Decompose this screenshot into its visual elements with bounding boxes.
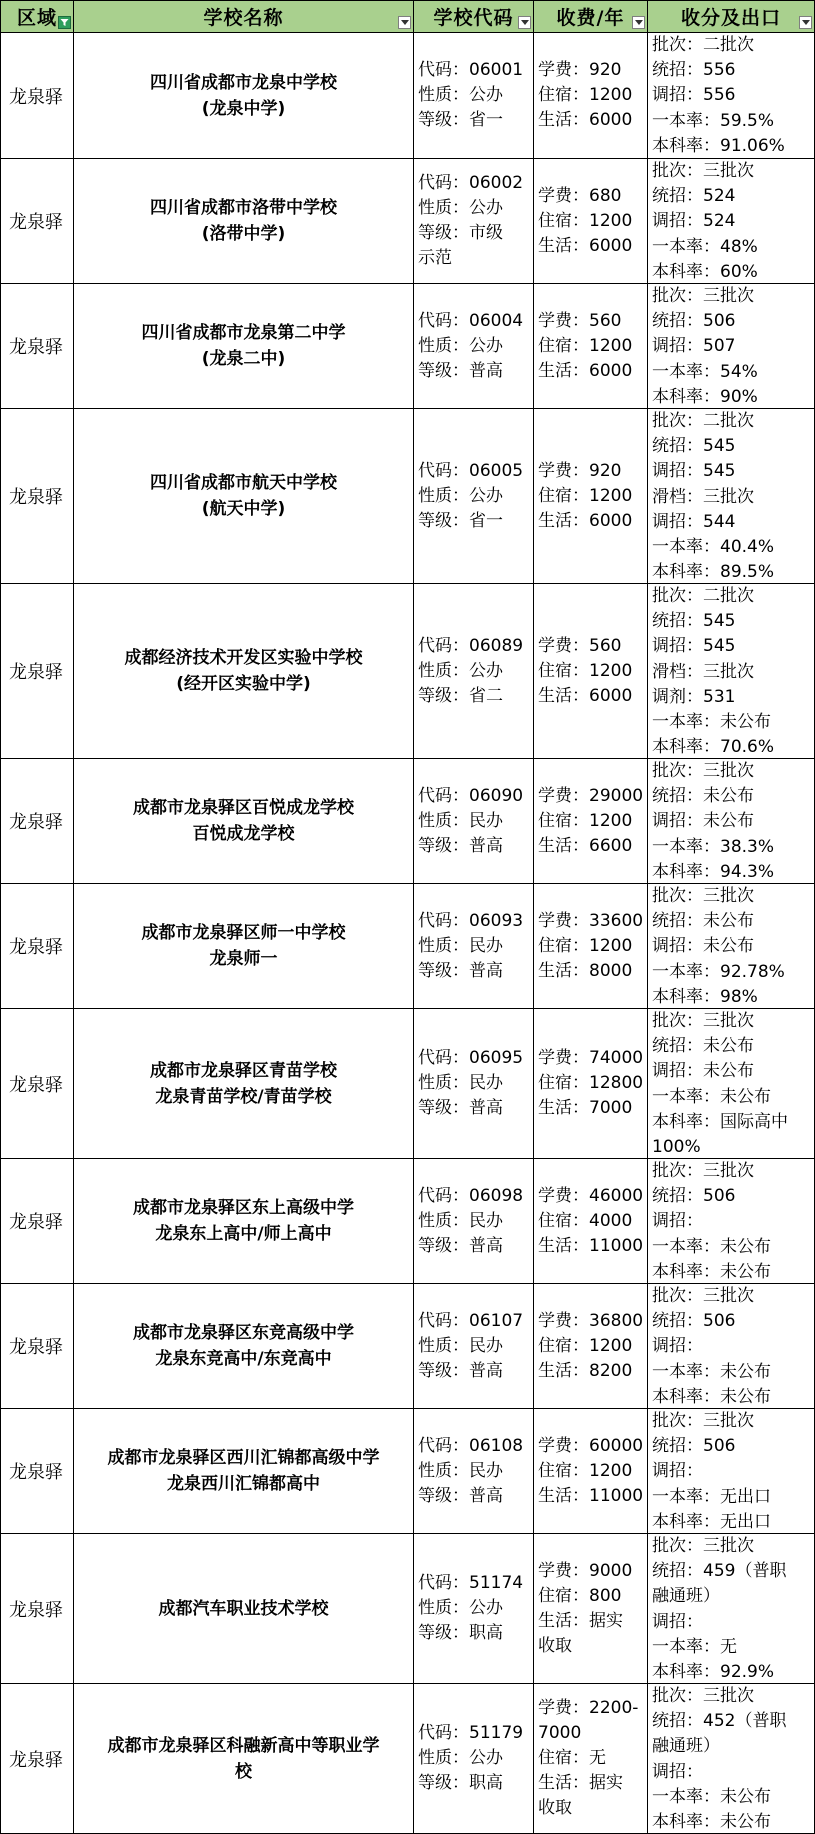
area-text: 龙泉驿 — [9, 1074, 63, 1096]
area-cell[interactable] — [0, 1684, 74, 1834]
code-line: 示范 — [418, 248, 452, 268]
fee-line: 住宿：1200 — [538, 1460, 633, 1481]
school-name-cell[interactable] — [74, 884, 414, 1009]
fee-line: 生活：6600 — [538, 835, 633, 856]
area-cell[interactable] — [0, 409, 74, 584]
table-row — [0, 1409, 815, 1534]
code-line: 性质：公办 — [418, 1748, 503, 1768]
outlet-line: 批次：三批次 — [652, 1161, 754, 1181]
table-row — [0, 284, 815, 409]
fee-cell[interactable] — [534, 1159, 648, 1284]
code-line: 代码：06089 — [418, 635, 524, 656]
code-line: 代码：06098 — [418, 1185, 524, 1206]
outlet-line: 一本率：未公布 — [652, 712, 771, 733]
school-code-cell[interactable] — [414, 759, 534, 884]
outlet-line: 本科率：91.06% — [652, 135, 785, 156]
fee-line: 生活：8200 — [538, 1360, 633, 1381]
school-name-line: 四川省成都市龙泉中学校 — [150, 72, 337, 93]
outlet-line: 一本率：未公布 — [652, 1086, 771, 1107]
outlet-line: 一本率：40.4% — [652, 537, 775, 558]
score-outlet-cell[interactable] — [648, 1409, 815, 1534]
table-row — [0, 1159, 815, 1284]
area-text: 龙泉驿 — [9, 1749, 63, 1771]
outlet-line: 统招：未公布 — [652, 786, 754, 807]
school-code-cell[interactable] — [414, 33, 534, 159]
score-outlet-cell[interactable] — [648, 409, 815, 584]
area-cell[interactable] — [0, 1409, 74, 1534]
outlet-line: 统招：506 — [652, 1186, 736, 1207]
school-name-cell[interactable] — [74, 1684, 414, 1834]
outlet-line: 本科率：未公布 — [652, 1386, 771, 1407]
outlet-line: 统招：未公布 — [652, 1036, 754, 1057]
school-code-cell[interactable] — [414, 1284, 534, 1409]
outlet-line: 本科率：90% — [652, 386, 758, 407]
school-name-line: 龙泉东竞高中/东竞高中 — [155, 1349, 332, 1369]
score-outlet-cell[interactable] — [648, 584, 815, 759]
area-text: 龙泉驿 — [9, 662, 63, 683]
outlet-line: 一本率：59.5% — [652, 110, 775, 131]
outlet-line: 批次：二批次 — [652, 586, 754, 606]
fee-line: 生活：11000 — [538, 1485, 644, 1506]
code-line: 等级：普高 — [418, 1235, 503, 1256]
table-row — [0, 759, 815, 884]
code-line: 代码：06001 — [418, 60, 524, 80]
code-line: 性质：民办 — [418, 1460, 503, 1481]
school-code-cell[interactable] — [414, 1009, 534, 1159]
area-text: 龙泉驿 — [9, 337, 63, 358]
fee-cell[interactable] — [534, 284, 648, 409]
school-name-line: 龙泉西川汇锦都高中 — [167, 1474, 320, 1494]
fee-cell[interactable] — [534, 1284, 648, 1409]
school-name-line: 龙泉东上高中/师上高中 — [155, 1224, 332, 1244]
fee-line: 生活：11000 — [538, 1235, 644, 1256]
outlet-line: 批次：三批次 — [652, 1286, 754, 1306]
outlet-line: 调招： — [652, 1336, 703, 1357]
header-out-label: 收分及出口 — [680, 7, 781, 29]
fee-cell[interactable] — [534, 159, 648, 284]
area-text: 龙泉驿 — [9, 212, 63, 233]
fee-line: 学费：29000 — [538, 785, 644, 806]
outlet-line: 统招：452（普职 — [652, 1711, 787, 1732]
score-outlet-cell[interactable] — [648, 759, 815, 884]
area-text: 龙泉驿 — [9, 812, 63, 833]
outlet-line: 融通班） — [652, 1736, 720, 1757]
score-outlet-cell[interactable] — [648, 1009, 815, 1159]
school-name-cell[interactable] — [74, 1009, 414, 1159]
outlet-line: 批次：三批次 — [652, 286, 754, 306]
fee-line: 住宿：800 — [538, 1585, 622, 1606]
school-name-cell[interactable] — [74, 284, 414, 409]
school-name-line: 成都市龙泉驿区科融新高中等职业学 — [107, 1735, 380, 1756]
outlet-line: 统招：545 — [652, 611, 736, 632]
school-name-cell[interactable] — [74, 33, 414, 159]
outlet-line: 一本率：92.78% — [652, 961, 785, 982]
fee-line: 生活：7000 — [538, 1098, 633, 1118]
school-name-line: 四川省成都市龙泉第二中学 — [141, 323, 346, 343]
code-line: 代码：06004 — [418, 310, 524, 331]
outlet-line: 一本率：48% — [652, 236, 758, 257]
outlet-line: 统招：459（普职 — [652, 1561, 787, 1582]
header-area[interactable] — [0, 0, 74, 33]
outlet-line: 统招：524 — [652, 186, 736, 207]
school-name-line: 成都市龙泉驿区百悦成龙学校 — [133, 798, 354, 818]
fee-line: 学费：560 — [538, 310, 622, 331]
school-name-line: 龙泉青苗学校/青苗学校 — [155, 1086, 332, 1107]
area-text: 龙泉驿 — [9, 1599, 63, 1621]
outlet-line: 批次：三批次 — [652, 1011, 754, 1031]
code-line: 代码：06095 — [418, 1048, 524, 1068]
score-outlet-cell[interactable] — [648, 1159, 815, 1284]
outlet-line: 一本率：无出口 — [652, 1486, 771, 1507]
outlet-line: 批次：二批次 — [652, 411, 754, 431]
code-line: 等级：普高 — [418, 960, 503, 981]
score-outlet-cell[interactable] — [648, 1534, 815, 1684]
outlet-line: 调招：544 — [652, 511, 736, 532]
outlet-line: 统招：506 — [652, 1311, 736, 1332]
outlet-line: 统招：506 — [652, 1436, 736, 1457]
fee-line: 住宿：无 — [538, 1748, 606, 1768]
fee-line: 住宿：1200 — [538, 660, 633, 681]
outlet-line: 本科率：89.5% — [652, 562, 775, 583]
fee-line: 学费：2200- — [538, 1698, 639, 1718]
code-line: 等级：普高 — [418, 1098, 503, 1118]
header-fee-label: 收费/年 — [556, 7, 625, 29]
filter-dropdown-icon[interactable] — [518, 16, 531, 29]
outlet-line: 一本率：未公布 — [652, 1236, 771, 1257]
code-line: 代码：06090 — [418, 785, 524, 806]
code-line: 代码：06108 — [418, 1435, 524, 1456]
fee-line: 学费：60000 — [538, 1435, 644, 1456]
fee-line: 住宿：1200 — [538, 935, 633, 956]
area-cell[interactable] — [0, 1534, 74, 1684]
table-row — [0, 1284, 815, 1409]
outlet-line: 调招： — [652, 1461, 703, 1482]
code-line: 性质：公办 — [418, 1598, 503, 1618]
school-name-line: 四川省成都市洛带中学校 — [150, 198, 337, 218]
header-name[interactable] — [74, 0, 414, 33]
school-code-cell[interactable] — [414, 584, 534, 759]
school-name-line: 成都汽车职业技术学校 — [158, 1598, 329, 1619]
code-line: 代码：06107 — [418, 1310, 524, 1331]
area-cell[interactable] — [0, 759, 74, 884]
fee-line: 生活：6000 — [538, 110, 633, 130]
outlet-line: 本科率：未公布 — [652, 1261, 771, 1282]
fee-cell[interactable] — [534, 1009, 648, 1159]
outlet-line: 调招：545 — [652, 636, 736, 657]
school-name-line: 成都市龙泉驿区东上高级中学 — [133, 1198, 354, 1218]
outlet-line: 一本率：54% — [652, 361, 758, 382]
fee-line: 学费：36800 — [538, 1310, 644, 1331]
fee-line: 住宿：1200 — [538, 810, 633, 831]
fee-line: 生活：6000 — [538, 360, 633, 381]
fee-line: 学费：920 — [538, 60, 622, 80]
table-row — [0, 1684, 815, 1834]
outlet-line: 调招：未公布 — [652, 936, 754, 957]
fee-line: 生活：6000 — [538, 510, 633, 531]
code-line: 代码：06002 — [418, 173, 524, 193]
score-outlet-cell[interactable] — [648, 1284, 815, 1409]
school-name-cell[interactable] — [74, 759, 414, 884]
header-name-label: 学校名称 — [203, 7, 284, 29]
outlet-line: 调招：556 — [652, 85, 736, 106]
outlet-line: 调招：未公布 — [652, 811, 754, 832]
outlet-line: 调招：524 — [652, 211, 736, 232]
school-code-cell[interactable] — [414, 1159, 534, 1284]
code-line: 代码：06093 — [418, 910, 524, 931]
score-outlet-cell[interactable] — [648, 33, 815, 159]
school-name-line: 成都经济技术开发区实验中学校 — [124, 648, 363, 668]
fee-line: 学费：920 — [538, 460, 622, 481]
outlet-line: 调招： — [652, 1211, 703, 1232]
school-name-line: (航天中学) — [201, 499, 286, 519]
school-code-cell[interactable] — [414, 409, 534, 584]
code-line: 等级：省二 — [418, 685, 503, 706]
area-cell[interactable] — [0, 1159, 74, 1284]
code-line: 性质：民办 — [418, 810, 503, 831]
fee-line: 生活：据实 — [538, 1610, 623, 1631]
outlet-line: 批次：三批次 — [652, 1411, 754, 1431]
area-text: 龙泉驿 — [9, 937, 63, 958]
header-code[interactable] — [414, 0, 534, 33]
area-cell[interactable] — [0, 884, 74, 1009]
outlet-line: 统招：未公布 — [652, 911, 754, 932]
table-row — [0, 884, 815, 1009]
school-code-cell[interactable] — [414, 284, 534, 409]
fee-line: 7000 — [538, 1723, 582, 1743]
fee-line: 住宿：1200 — [538, 1335, 633, 1356]
outlet-line: 融通班） — [652, 1586, 720, 1607]
school-name-line: 校 — [235, 1761, 252, 1782]
outlet-line: 调招：507 — [652, 336, 736, 357]
code-line: 等级：市级 — [418, 223, 503, 243]
area-text: 龙泉驿 — [9, 487, 63, 508]
outlet-line: 本科率：98% — [652, 986, 758, 1007]
header-code-label: 学校代码 — [433, 7, 514, 29]
code-line: 性质：公办 — [418, 335, 503, 356]
area-text: 龙泉驿 — [9, 1462, 63, 1483]
code-line: 等级：省一 — [418, 510, 503, 531]
fee-cell[interactable] — [534, 1409, 648, 1534]
school-name-line: (经开区实验中学) — [176, 674, 311, 694]
school-name-cell[interactable] — [74, 1159, 414, 1284]
outlet-line: 批次：三批次 — [652, 161, 754, 181]
fee-cell[interactable] — [534, 759, 648, 884]
fee-line: 学费：680 — [538, 185, 622, 206]
header-out[interactable] — [648, 0, 815, 33]
header-row — [0, 0, 815, 33]
code-line: 性质：公办 — [418, 660, 503, 681]
outlet-line: 滑档：三批次 — [652, 661, 754, 682]
school-name-cell[interactable] — [74, 159, 414, 284]
filter-dropdown-icon[interactable] — [632, 16, 645, 29]
code-line: 等级：普高 — [418, 1360, 503, 1381]
school-name-line: 成都市龙泉驿区青苗学校 — [150, 1060, 337, 1081]
code-line: 代码：51179 — [418, 1723, 524, 1743]
fee-line: 生活：6000 — [538, 235, 633, 256]
fee-line: 学费：46000 — [538, 1185, 644, 1206]
outlet-line: 本科率：92.9% — [652, 1662, 775, 1683]
outlet-line: 滑档：三批次 — [652, 486, 754, 507]
area-cell[interactable] — [0, 159, 74, 284]
code-line: 性质：民办 — [418, 1210, 503, 1231]
code-line: 等级：普高 — [418, 1485, 503, 1506]
filter-dropdown-icon[interactable] — [398, 16, 411, 29]
outlet-line: 本科率：国际高中 — [652, 1111, 788, 1132]
code-line: 代码：06005 — [418, 460, 524, 481]
school-name-cell[interactable] — [74, 409, 414, 584]
score-outlet-cell[interactable] — [648, 884, 815, 1009]
area-cell[interactable] — [0, 33, 74, 159]
area-cell[interactable] — [0, 584, 74, 759]
code-line: 性质：民办 — [418, 1073, 503, 1093]
header-fee[interactable] — [534, 0, 648, 33]
fee-line: 住宿：1200 — [538, 85, 633, 105]
school-name-line: 四川省成都市航天中学校 — [150, 473, 337, 493]
school-name-cell[interactable] — [74, 1284, 414, 1409]
fee-cell[interactable] — [534, 409, 648, 584]
fee-cell[interactable] — [534, 33, 648, 159]
fee-line: 住宿：4000 — [538, 1210, 633, 1231]
outlet-line: 批次：三批次 — [652, 1536, 754, 1556]
fee-line: 学费：74000 — [538, 1048, 644, 1068]
outlet-line: 本科率：未公布 — [652, 1812, 771, 1833]
filter-active-icon[interactable] — [58, 16, 71, 29]
fee-line: 住宿：1200 — [538, 335, 633, 356]
fee-cell[interactable] — [534, 584, 648, 759]
table-row — [0, 409, 815, 584]
outlet-line: 调招： — [652, 1761, 703, 1782]
code-line: 性质：公办 — [418, 85, 503, 105]
school-name-line: 成都市龙泉驿区东竞高级中学 — [133, 1323, 354, 1343]
outlet-line: 批次：三批次 — [652, 1686, 754, 1706]
fee-line: 生活：8000 — [538, 960, 633, 981]
outlet-line: 批次：三批次 — [652, 761, 754, 781]
outlet-line: 统招：556 — [652, 60, 736, 81]
outlet-line: 一本率：无 — [652, 1636, 737, 1657]
outlet-line: 批次：二批次 — [652, 35, 754, 55]
outlet-line: 一本率：未公布 — [652, 1786, 771, 1807]
outlet-line: 一本率：未公布 — [652, 1361, 771, 1382]
outlet-line: 批次：三批次 — [652, 886, 754, 906]
outlet-line: 本科率：94.3% — [652, 861, 775, 882]
outlet-line: 调剂：531 — [652, 686, 736, 707]
filter-dropdown-icon[interactable] — [799, 16, 812, 29]
school-code-cell[interactable] — [414, 1534, 534, 1684]
school-code-cell[interactable] — [414, 159, 534, 284]
outlet-line: 调招： — [652, 1611, 703, 1632]
fee-cell[interactable] — [534, 884, 648, 1009]
fee-line: 生活：6000 — [538, 685, 633, 706]
school-name-line: 百悦成龙学校 — [192, 824, 295, 844]
area-cell[interactable] — [0, 1284, 74, 1409]
table-row — [0, 159, 815, 284]
table-row — [0, 33, 815, 159]
area-text: 龙泉驿 — [9, 1212, 63, 1233]
fee-line: 收取 — [538, 1635, 572, 1656]
school-name-line: (洛带中学) — [201, 224, 286, 244]
fee-line: 住宿：12800 — [538, 1073, 644, 1093]
score-outlet-cell[interactable] — [648, 1684, 815, 1834]
area-cell[interactable] — [0, 284, 74, 409]
code-line: 性质：公办 — [418, 198, 503, 218]
score-outlet-cell[interactable] — [648, 159, 815, 284]
area-text: 龙泉驿 — [9, 86, 63, 108]
fee-line: 收取 — [538, 1798, 572, 1818]
outlet-line: 统招：506 — [652, 311, 736, 332]
code-line: 等级：职高 — [418, 1773, 503, 1793]
outlet-line: 统招：545 — [652, 436, 736, 457]
school-code-cell[interactable] — [414, 1409, 534, 1534]
table-row — [0, 1534, 815, 1684]
school-name-cell[interactable] — [74, 1409, 414, 1534]
code-line: 等级：职高 — [418, 1623, 503, 1643]
fee-cell[interactable] — [534, 1534, 648, 1684]
school-name-line: 龙泉师一 — [209, 949, 278, 969]
code-line: 等级：普高 — [418, 360, 503, 381]
outlet-line: 本科率：60% — [652, 261, 758, 282]
fee-line: 学费：9000 — [538, 1560, 633, 1581]
code-line: 代码：51174 — [418, 1573, 524, 1593]
fee-line: 学费：33600 — [538, 910, 644, 931]
outlet-line: 100% — [652, 1137, 701, 1158]
school-name-line: 成都市龙泉驿区西川汇锦都高级中学 — [107, 1448, 380, 1468]
school-name-cell[interactable] — [74, 584, 414, 759]
outlet-line: 调招：545 — [652, 461, 736, 482]
header-area-label: 区域 — [16, 7, 57, 29]
school-name-line: (龙泉二中) — [201, 349, 286, 369]
area-text: 龙泉驿 — [9, 1337, 63, 1358]
code-line: 性质：公办 — [418, 485, 503, 506]
school-code-cell[interactable] — [414, 884, 534, 1009]
fee-line: 住宿：1200 — [538, 485, 633, 506]
school-name-line: 成都市龙泉驿区师一中学校 — [141, 923, 346, 943]
score-outlet-cell[interactable] — [648, 284, 815, 409]
outlet-line: 本科率：无出口 — [652, 1511, 771, 1532]
outlet-line: 本科率：70.6% — [652, 737, 775, 758]
table-row — [0, 584, 815, 759]
fee-cell[interactable] — [534, 1684, 648, 1834]
fee-line: 住宿：1200 — [538, 210, 633, 231]
fee-line: 生活：据实 — [538, 1773, 623, 1793]
area-cell[interactable] — [0, 1009, 74, 1159]
outlet-line: 调招：未公布 — [652, 1061, 754, 1082]
school-name-line: (龙泉中学) — [201, 98, 286, 119]
outlet-line: 一本率：38.3% — [652, 836, 775, 857]
school-name-cell[interactable] — [74, 1534, 414, 1684]
table-row — [0, 1009, 815, 1159]
code-line: 性质：民办 — [418, 935, 503, 956]
fee-line: 学费：560 — [538, 635, 622, 656]
code-line: 性质：民办 — [418, 1335, 503, 1356]
school-code-cell[interactable] — [414, 1684, 534, 1834]
code-line: 等级：省一 — [418, 110, 503, 130]
code-line: 等级：普高 — [418, 835, 503, 856]
